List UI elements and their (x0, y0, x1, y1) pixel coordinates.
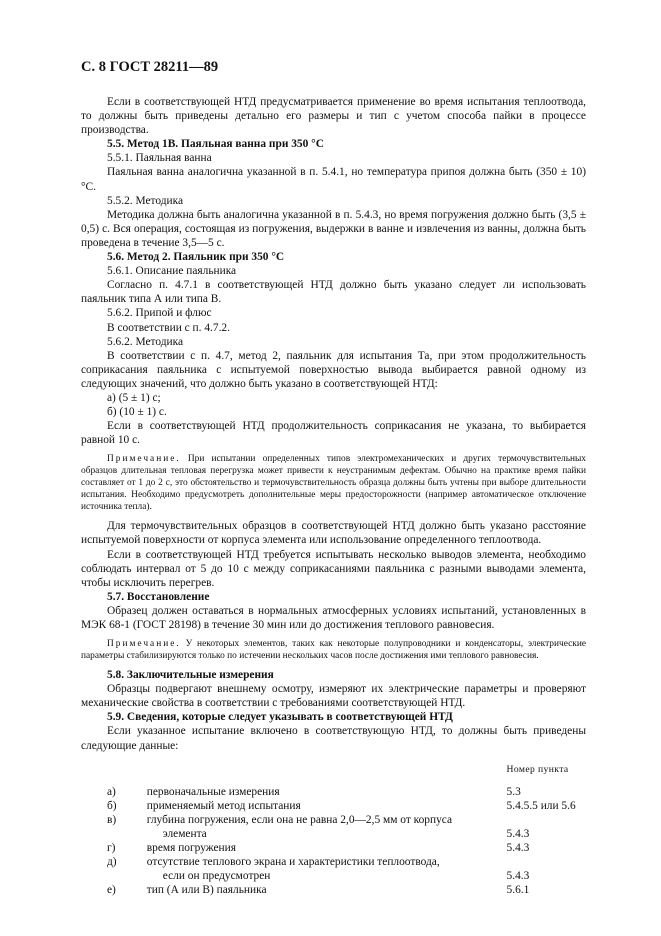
row-description: первоначальные измерения (146, 785, 280, 798)
row-letter: в) (107, 813, 117, 826)
row-letter: б) (107, 799, 117, 812)
note-2-label: Примечание. (107, 639, 181, 650)
section-5-8-title: 5.8. Заключительные измерения (107, 669, 274, 682)
section-5-6-2-solder-heading: 5.6.2. Припой и флюс (107, 307, 212, 320)
section-5-7-text: Образец должен оставаться в нормальных атмосферных условиях испытаний, установленных в МЭК 68-1 (ГОСТ 28198) в течение 30 мин или до достижения теплового равновесия. (81, 604, 586, 631)
note-1-label: Примечание. (107, 454, 181, 465)
thermo-sensitive-text: Для термочувствительных образцов в соответствующей НТД должно быть указано расстояние испытуемой поверхности от корпуса элемента или использование определенного теплоотвода. (81, 520, 586, 547)
note-1-text: При испытании определенных типов электромеханических и других термочувствительных образцов длительная тепловая перегрузка может привести к неустранимым дефектам. Обычно на практике время пайки составляет от 1 до 2 с, это обстоятельство и термочувствительность образца должны быть учтены при выборе длительности испытания. Необходимо предусмотреть дополнительные меры предосторожности (например автоматическое отключение источника тепла). (81, 454, 586, 513)
table-header-row (81, 755, 586, 785)
section-5-6-2-method-text: В соответствии с п. 4.7, метод 2, паяльник для испытания Та, при этом продолжительность соприкасания паяльника с испытуемой поверхностью вывода выбирается равной одному из следующих значений, что должно быть указано в соответствующей НТД: (81, 349, 586, 390)
section-5-5-title: 5.5. Метод 1В. Паяльная ванна при 350 °С (107, 138, 324, 151)
section-5-7-title: 5.7. Восстановление (107, 590, 210, 603)
table-row (81, 883, 586, 897)
row-description-line: отсутствие теплового экрана и характеристики теплоотвода, (146, 856, 440, 869)
column-header-clause-number: Номер пункта (506, 763, 569, 775)
row-description-line: элемента (162, 828, 207, 841)
table-row (81, 813, 586, 841)
requirements-table (81, 755, 586, 898)
table-row (81, 841, 586, 855)
row-description-line: если он предусмотрен (162, 870, 271, 883)
row-description: применяемый метод испытания (146, 799, 301, 812)
row-clause-ref: 5.3 (506, 785, 521, 798)
section-5-9-text: Если указанное испытание включено в соответствующую НТД, то должны быть приведены следующие данные: (81, 725, 586, 752)
page-header: С. 8 ГОСТ 28211—89 (81, 59, 219, 75)
section-5-6-1-text: Согласно п. 4.7.1 в соответствующей НТД должно быть указано следует ли использовать паяльник типа А или типа В. (81, 279, 586, 306)
table-row (81, 799, 586, 813)
section-5-6-title: 5.6. Метод 2. Паяльник при 350 °С (107, 251, 285, 264)
multi-lead-text: Если в соответствующей НТД требуется испытывать несколько выводов элемента, необходимо соблюдать интервал от 5 до 10 с между соприкасаниями паяльника с разными выводами элемента, чтобы исключить перегрев. (81, 548, 586, 589)
row-clause-ref: 5.4.3 (506, 842, 530, 855)
row-clause-ref: 5.4.5.5 или 5.6 (506, 799, 576, 812)
row-description: время погружения (146, 842, 236, 855)
section-5-6-2-solder-text: В соответствии с п. 4.7.2. (107, 321, 230, 334)
note-2 (81, 638, 586, 662)
duration-option-b: б) (10 ± 1) с. (107, 406, 167, 419)
section-5-9-title: 5.9. Сведения, которые следует указывать в соответствующей НТД (107, 711, 453, 724)
table-row (81, 855, 586, 883)
intro-paragraph: Если в соответствующей НТД предусматривается применение во время испытания теплоотвода, то должны быть приведены детально его размеры и тип с учетом способа пайки в процессе производства. (81, 96, 586, 137)
section-5-5-2-text: Методика должна быть аналогична указанной в п. 5.4.3, но время погружения должно быть (3,5 ± 0,5) с. Вся операция, состоящая из погружения, выдержки в ванне и извлечения из ванны, должна быть проведена в течение 3,5—5 с. (81, 208, 586, 249)
section-5-5-1-text: Паяльная ванна аналогична указанной в п. 5.4.1, но температура припоя должна быть (350 ± 10) °С. (81, 166, 586, 193)
row-clause-ref: 5.4.3 (506, 828, 530, 841)
row-description: тип (А или В) паяльника (146, 884, 267, 897)
row-letter: а) (107, 785, 116, 798)
note-2-text: У некоторых элементов, таких как некоторые полупроводники и конденсаторы, электрические параметры стабилизируются только по истечении нескольких часов после достижения ими теплового равновесия. (81, 639, 586, 662)
section-5-6-2-method-heading: 5.6.2. Методика (107, 335, 184, 348)
section-5-8-text: Образцы подвергают внешнему осмотру, измеряют их электрические параметры и проверяют механические свойства в соответствии с требованиями соответствующей НТД. (81, 683, 586, 710)
row-letter: е) (107, 884, 116, 897)
row-clause-ref: 5.4.3 (506, 870, 530, 883)
row-description (147, 813, 507, 841)
row-description (147, 855, 507, 883)
row-letter: д) (107, 856, 117, 869)
row-clause-ref: 5.6.1 (506, 884, 530, 897)
default-duration-text: Если в соответствующей НТД продолжительность соприкасания не указана, то выбирается равной 10 с. (81, 420, 586, 447)
section-5-5-1-heading: 5.5.1. Паяльная ванна (107, 152, 212, 165)
row-description-line: глубина погружения, если она не равна 2,0—2,5 мм от корпуса (146, 813, 453, 826)
table-row (81, 785, 586, 799)
row-letter: г) (107, 842, 116, 855)
section-5-6-1-heading: 5.6.1. Описание паяльника (107, 265, 237, 278)
section-5-5-2-heading: 5.5.2. Методика (107, 194, 184, 207)
page-content (81, 95, 586, 898)
duration-option-a: а) (5 ± 1) с; (107, 391, 161, 404)
note-1 (81, 453, 586, 513)
